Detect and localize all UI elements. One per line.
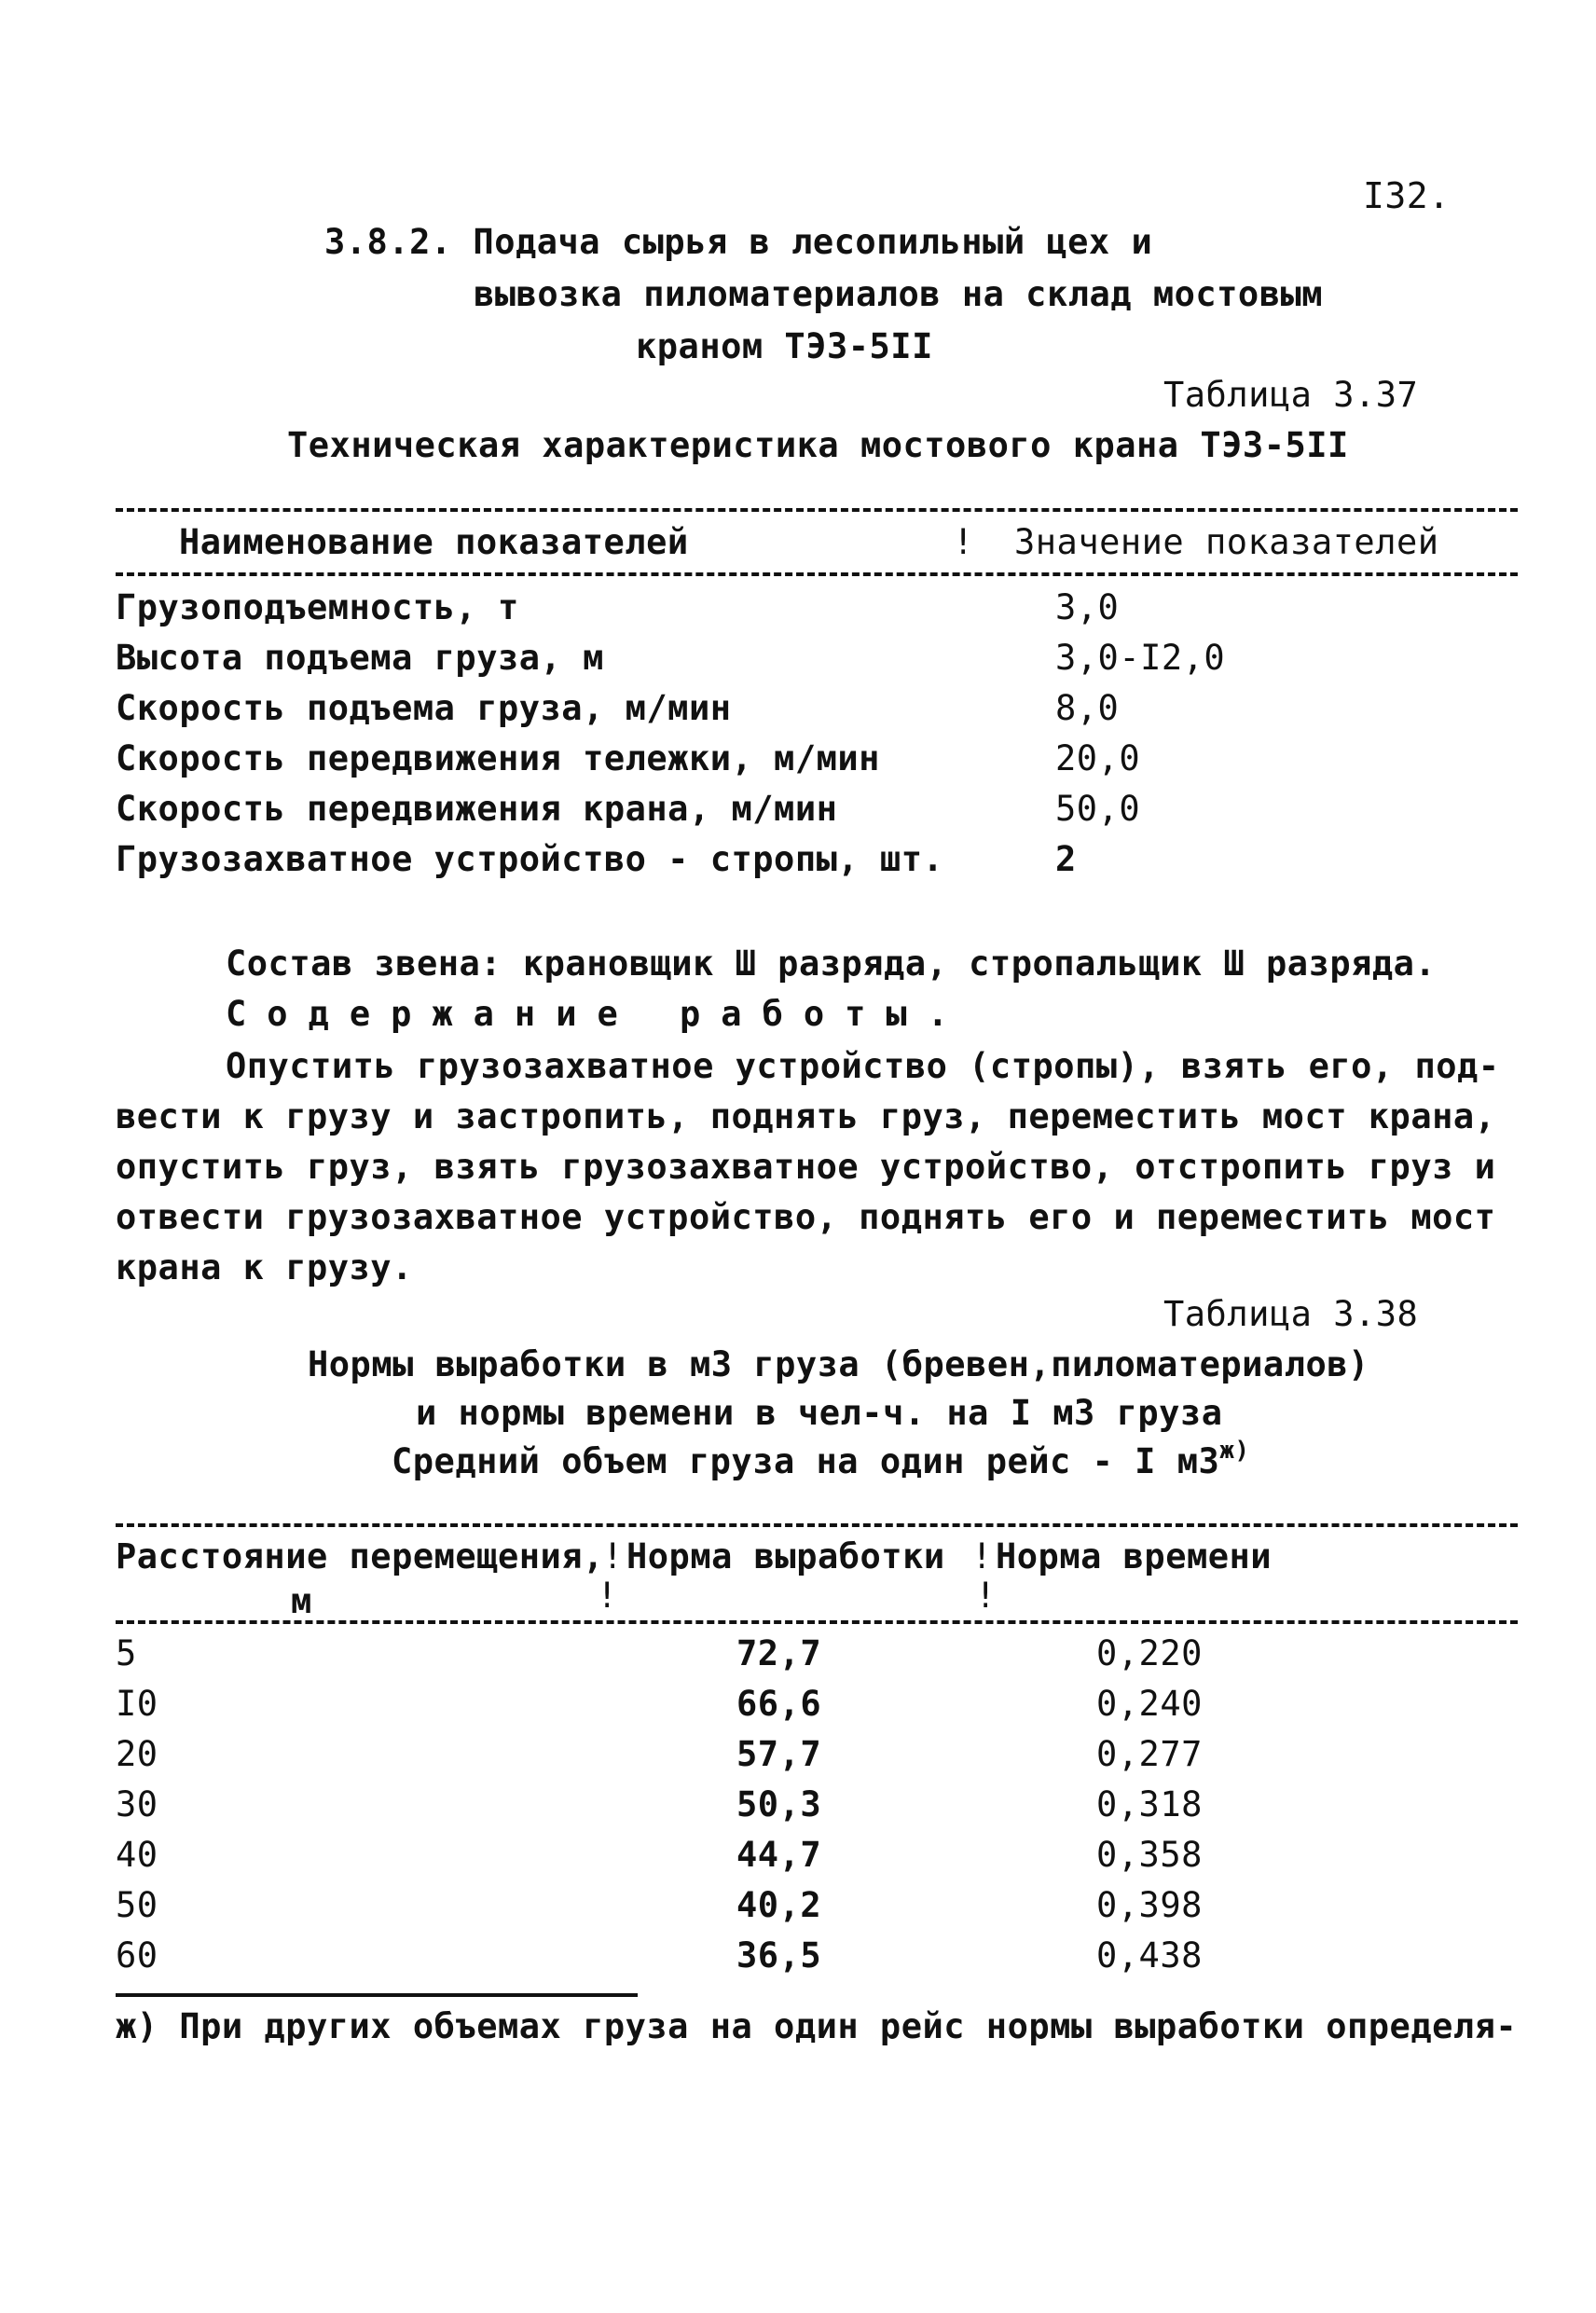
table1-row-name: Скорость передвижения тележки, м/мин <box>116 738 880 778</box>
table1-row-name: Скорость передвижения крана, м/мин <box>116 789 838 829</box>
work-content-line: отвести грузозахватное устройство, поднять его и переместить мост <box>116 1197 1496 1237</box>
table2-row-time: 0,318 <box>1096 1784 1203 1824</box>
table2-row-time: 0,398 <box>1096 1885 1203 1925</box>
table1-row-name: Грузозахватное устройство - стропы, шт. <box>116 839 944 879</box>
table2-header-separator: ! <box>602 1536 624 1576</box>
table2-title-line2: и нормы времени в чел-ч. на I м3 груза <box>416 1393 1223 1433</box>
footnote-rule <box>116 1993 638 1997</box>
table2-label: Таблица 3.38 <box>1163 1294 1419 1334</box>
section-heading-line1: 3.8.2. Подача сырья в лесопильный цех и <box>324 222 1153 262</box>
table2-row-output: 36,5 <box>736 1935 822 1976</box>
table2-header-rule <box>116 1620 1518 1624</box>
table1-row-value: 50,0 <box>1055 789 1141 829</box>
work-content-title: Содержание работы. <box>226 994 969 1034</box>
table1-label: Таблица 3.37 <box>1163 375 1419 415</box>
table2-row-output: 57,7 <box>736 1734 822 1774</box>
page-number: I32. <box>1363 175 1451 216</box>
footnote-mark: ж) <box>1219 1437 1250 1465</box>
table2-top-rule <box>116 1523 1518 1527</box>
table2-row-time: 0,277 <box>1096 1734 1203 1774</box>
table2-header-separator: ! <box>597 1576 618 1616</box>
table1-row-name: Грузоподъемность, т <box>116 587 519 627</box>
table2-row-distance: 5 <box>116 1633 137 1673</box>
table2-title-line3 <box>392 1437 1250 1486</box>
table2-row-output: 66,6 <box>736 1684 822 1724</box>
table2-header-unit: м <box>291 1581 312 1621</box>
table2-header-distance: Расстояние перемещения, <box>116 1536 604 1576</box>
table1-row-value: 20,0 <box>1055 738 1141 778</box>
work-content-line: крана к грузу. <box>116 1247 413 1287</box>
work-content-line: вести к грузу и застропить, поднять груз, переместить мост крана, <box>116 1096 1496 1136</box>
table1-header-separator: ! <box>953 522 974 562</box>
table2-row-distance: 60 <box>116 1935 158 1976</box>
table2-header-separator: ! <box>975 1576 997 1616</box>
table2-title-line1: Нормы выработки в м3 груза (бревен,пиломатериалов) <box>308 1344 1369 1384</box>
footnote-text: ж) При других объемах груза на один рейс нормы выработки определя- <box>116 2006 1518 2046</box>
table2-row-output: 72,7 <box>736 1633 822 1673</box>
crew-composition: Состав звена: крановщик Ш разряда, стропальщик Ш разряда. <box>226 943 1437 984</box>
table1-row-value: 8,0 <box>1055 688 1120 728</box>
table2-row-distance: 20 <box>116 1734 158 1774</box>
table2-row-time: 0,438 <box>1096 1935 1203 1976</box>
table1-row-name: Высота подъема груза, м <box>116 638 604 678</box>
table2-row-time: 0,358 <box>1096 1835 1203 1875</box>
table1-header-name: Наименование показателей <box>179 522 689 562</box>
table2-row-output: 44,7 <box>736 1835 822 1875</box>
table2-row-output: 40,2 <box>736 1885 822 1925</box>
table2-title-line3-text: Средний объем груза на один рейс - I м3 <box>392 1441 1220 1481</box>
table1-header-rule <box>116 572 1518 576</box>
table2-row-time: 0,240 <box>1096 1684 1203 1724</box>
table2-row-time: 0,220 <box>1096 1633 1203 1673</box>
section-heading-line3: краном ТЭЗ-5II <box>636 326 933 366</box>
table1-row-value: 2 <box>1055 839 1077 879</box>
table1-header-value: Значение показателей <box>1014 522 1439 562</box>
table1-row-name: Скорость подъема груза, м/мин <box>116 688 732 728</box>
table1-row-value: 3,0 <box>1055 587 1120 627</box>
table2-row-distance: 40 <box>116 1835 158 1875</box>
table2-header-separator: ! <box>971 1536 993 1576</box>
section-heading-line2: вывозка пиломатериалов на склад мостовым <box>474 274 1324 314</box>
table2-header-output: Норма выработки <box>626 1536 945 1576</box>
table2-row-distance: 30 <box>116 1784 158 1824</box>
work-content-line: Опустить грузозахватное устройство (стропы), взять его, под- <box>226 1046 1500 1086</box>
table2-row-distance: 50 <box>116 1885 158 1925</box>
table1-top-rule <box>116 508 1518 512</box>
table2-row-distance: I0 <box>116 1684 158 1724</box>
work-content-line: опустить груз, взять грузозахватное устройство, отстропить груз и <box>116 1147 1496 1187</box>
table1-title: Техническая характеристика мостового крана ТЭЗ-5II <box>287 425 1349 465</box>
table2-header-time: Норма времени <box>996 1536 1273 1576</box>
table2-row-output: 50,3 <box>736 1784 822 1824</box>
table1-row-value: 3,0-I2,0 <box>1055 638 1226 678</box>
